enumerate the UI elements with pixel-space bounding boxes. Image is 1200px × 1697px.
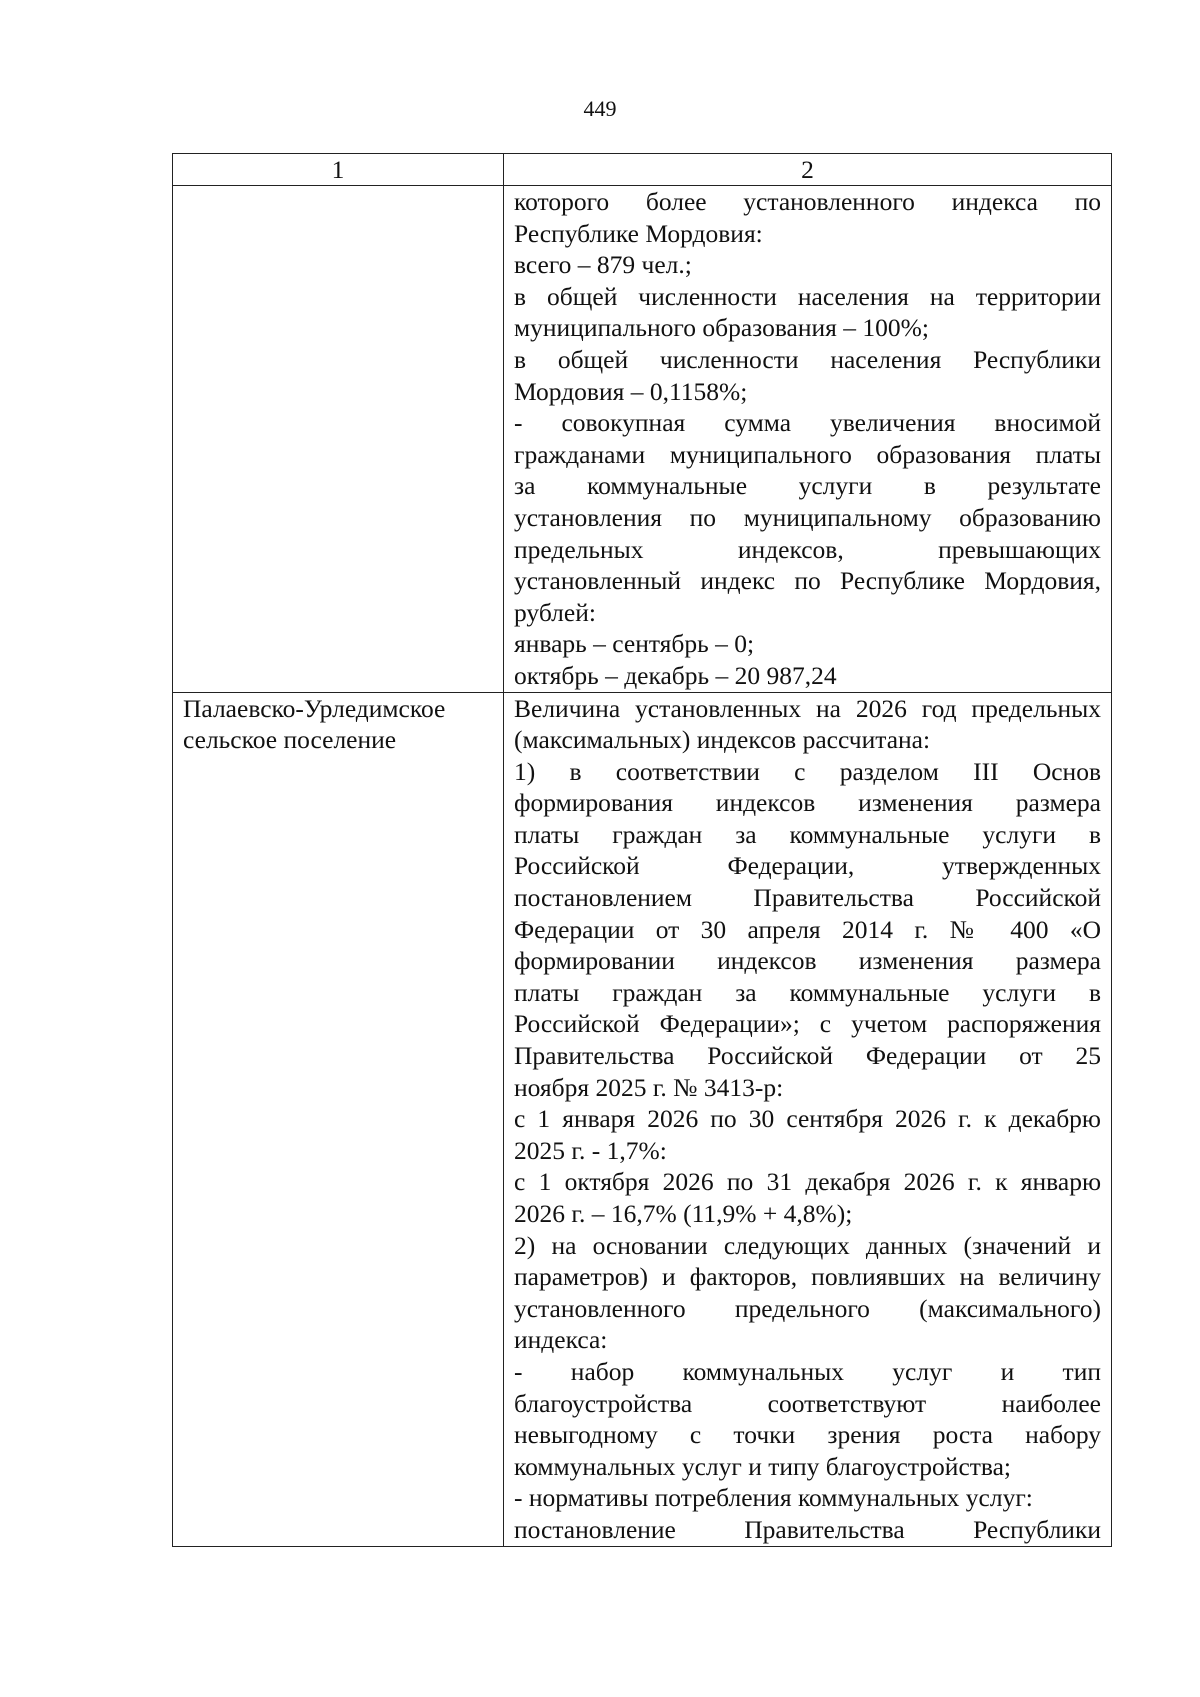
table-row — [173, 186, 1112, 693]
text-line: невыгодному с точки зрения роста набору — [514, 1420, 1101, 1450]
text-line: индекса: — [514, 1325, 608, 1355]
text-line: с 1 января 2026 по 30 сентября 2026 г. к декабрю — [514, 1104, 1101, 1134]
text-line: Федерации от 30 апреля 2014 г. № 400 «О — [514, 914, 1101, 944]
text-line: которого более установленного индекса по — [514, 187, 1101, 216]
text-line: Величина установленных на 2026 год предельных — [514, 693, 1101, 723]
text-line: январь – сентябрь – 0; — [514, 629, 755, 659]
text-line: постановление Правительства Республики — [514, 1514, 1101, 1544]
text-line: всего – 879 чел.; — [514, 250, 692, 280]
text-line: 2) на основании следующих данных (значений и — [514, 1230, 1101, 1260]
text-line: платы граждан за коммунальные услуги в — [514, 819, 1101, 849]
text-line: Правительства Российской Федерации от 25 — [514, 1041, 1101, 1071]
text-line: 2025 г. - 1,7%: — [514, 1135, 667, 1165]
text-line: ноября 2025 г. № 3413-р: — [514, 1072, 784, 1102]
text-line: (максимальных) индексов рассчитана: — [514, 725, 931, 755]
text-line: установления по муниципальному образованию — [514, 502, 1101, 532]
text-line: сельское поселение — [183, 725, 397, 755]
column-header-1: 1 — [173, 154, 504, 186]
text-line: - совокупная сумма увеличения вносимой — [514, 408, 1101, 438]
text-line: параметров) и факторов, повлиявших на величину — [514, 1262, 1101, 1292]
description-text — [514, 186, 1101, 692]
municipality-cell-empty — [173, 186, 504, 693]
text-line: с 1 октября 2026 по 31 декабря 2026 г. к январю — [514, 1167, 1101, 1197]
municipality-cell — [173, 692, 504, 1546]
text-line: формирования индексов изменения размера — [514, 788, 1101, 818]
text-line: Российской Федерации, утвержденных — [514, 851, 1101, 881]
description-cell — [504, 186, 1112, 693]
text-line: Мордовия – 0,1158%; — [514, 376, 748, 406]
page-number: 449 — [583, 96, 617, 121]
text-line: - нормативы потребления коммунальных услуг: — [514, 1483, 1033, 1513]
text-line: установленный индекс по Республике Мордовия, — [514, 566, 1101, 596]
text-line: 2026 г. – 16,7% (11,9% + 4,8%); — [514, 1199, 853, 1228]
text-line: за коммунальные услуги в результате — [514, 471, 1101, 501]
table-header-row — [173, 154, 1112, 186]
text-line: октябрь – декабрь – 20 987,24 — [514, 660, 837, 690]
text-line: Республике Мордовия: — [514, 218, 763, 248]
description-text — [514, 693, 1101, 1546]
text-line: постановлением Правительства Российской — [514, 883, 1101, 913]
text-line: предельных индексов, превышающих — [514, 534, 1101, 564]
text-line: в общей численности населения Республики — [514, 344, 1101, 374]
text-line: установленного предельного (максимального) — [514, 1293, 1101, 1323]
text-line: коммунальных услуг и типу благоустройства; — [514, 1451, 1012, 1481]
text-line: гражданами муниципального образования платы — [514, 439, 1101, 469]
text-line: рублей: — [514, 597, 596, 627]
text-line: благоустройства соответствуют наиболее — [514, 1388, 1101, 1418]
text-line: Российской Федерации»; с учетом распоряжения — [514, 1009, 1101, 1039]
text-line: - набор коммунальных услуг и тип — [514, 1356, 1101, 1386]
text-line: в общей численности населения на территории — [514, 281, 1101, 311]
text-line: 1) в соответствии с разделом III Основ — [514, 756, 1101, 786]
text-line: платы граждан за коммунальные услуги в — [514, 977, 1101, 1007]
municipality-name — [183, 693, 493, 756]
text-line: формировании индексов изменения размера — [514, 946, 1101, 976]
text-line: Палаевско-Урледимское — [183, 693, 446, 723]
column-header-2: 2 — [504, 154, 1112, 186]
text-line: муниципального образования – 100%; — [514, 313, 929, 343]
table-row — [173, 692, 1112, 1546]
document-table — [172, 153, 1112, 1547]
description-cell — [504, 692, 1112, 1546]
